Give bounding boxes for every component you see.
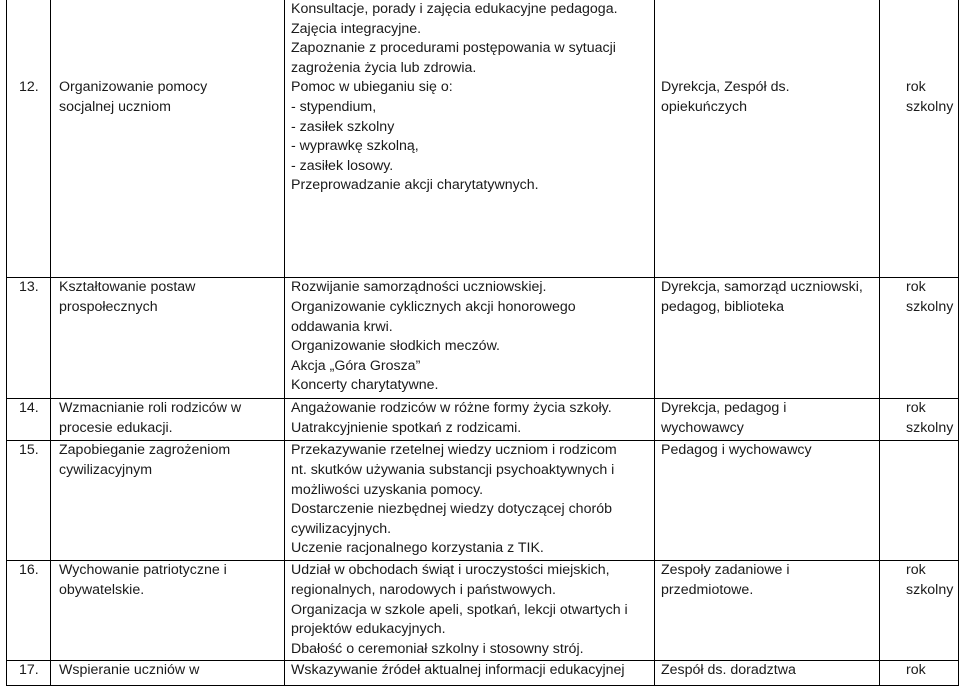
forms-cell-line: - wyprawkę szkolną,	[291, 138, 419, 155]
forms-cell-line: Akcja „Góra Grosza”	[291, 357, 421, 374]
task-cell-line: cywilizacyjnym	[59, 461, 153, 478]
task-cell	[51, 661, 285, 686]
forms-cell-line: cywilizacyjnych.	[291, 520, 392, 537]
responsible-cell-line: Dyrekcja, samorząd uczniowski,	[661, 279, 863, 296]
task-cell-line: Zapobieganie zagrożeniom	[59, 442, 231, 459]
task-cell-line: socjalnej uczniom	[59, 98, 171, 115]
term-cell	[880, 278, 959, 399]
forms-cell-line: Przeprowadzanie akcji charytatywnych.	[291, 177, 539, 194]
term-cell	[880, 561, 959, 661]
responsible-cell-line: Pedagog i wychowawcy	[661, 442, 812, 459]
forms-cell-line: Koncerty charytatywne.	[291, 377, 439, 394]
task-cell	[51, 0, 285, 278]
row-number-text: 15.	[19, 442, 39, 459]
term-cell	[880, 441, 959, 561]
forms-cell-line: Konsultacje, porady i zajęcia edukacyjne pedagoga.	[291, 1, 618, 17]
forms-cell	[285, 399, 655, 441]
row-number	[7, 661, 51, 686]
responsible-cell	[655, 661, 880, 686]
term-cell-line: rok	[906, 79, 926, 96]
task-cell	[51, 399, 285, 441]
responsible-cell	[655, 278, 880, 399]
term-cell-line: rok	[906, 279, 926, 296]
term-cell-line: rok	[906, 400, 926, 417]
forms-cell-line: Uczenie racjonalnego korzystania z TIK.	[291, 540, 544, 557]
row-number	[7, 278, 51, 399]
task-cell-line: Organizowanie pomocy	[59, 79, 208, 96]
task-cell-line: Wychowanie patriotyczne i	[59, 562, 227, 579]
row-number-text: 16.	[19, 562, 39, 579]
table-row	[7, 661, 959, 686]
forms-cell-line: nt. skutków używania substancji psychoaktywnych i	[291, 461, 615, 478]
term-cell-line: rok	[906, 562, 926, 579]
term-cell	[880, 0, 959, 278]
term-cell-line: szkolny	[906, 581, 954, 598]
responsible-cell-line: wychowawcy	[661, 419, 744, 436]
forms-cell-line: Dbałość o ceremoniał szkolny i stosowny strój.	[291, 640, 584, 657]
forms-cell-line: Rozwijanie samorządności uczniowskiej.	[291, 279, 547, 296]
responsible-cell	[655, 399, 880, 441]
forms-cell-line: - zasiłek losowy.	[291, 157, 394, 174]
forms-cell-line: możliwości uzyskania pomocy.	[291, 481, 484, 498]
term-cell	[880, 661, 959, 686]
responsible-cell-line: pedagog, biblioteka	[661, 298, 785, 315]
forms-cell-line: projektów edukacyjnych.	[291, 621, 446, 638]
forms-cell-line: Udział w obchodach świąt i uroczystości miejskich,	[291, 562, 610, 579]
row-number	[7, 441, 51, 561]
forms-cell	[285, 661, 655, 686]
term-cell-line: szkolny	[906, 419, 954, 436]
forms-cell-line: Angażowanie rodziców w różne formy życia szkoły.	[291, 400, 612, 417]
term-cell	[880, 399, 959, 441]
forms-cell-line: Organizacja w szkole apeli, spotkań, lekcji otwartych i	[291, 601, 628, 618]
table-row	[7, 561, 959, 661]
task-cell	[51, 278, 285, 399]
responsible-cell-line: Dyrekcja, Zespół ds.	[661, 79, 790, 96]
program-table	[6, 0, 959, 686]
responsible-cell	[655, 0, 880, 278]
forms-cell-line: zagrożenia życia lub zdrowia.	[291, 59, 477, 76]
forms-cell-line: Przekazywanie rzetelnej wiedzy uczniom i rodzicom	[291, 442, 617, 459]
table-row	[7, 0, 959, 278]
task-cell	[51, 441, 285, 561]
forms-cell-line: Uatrakcyjnienie spotkań z rodzicami.	[291, 419, 522, 436]
forms-cell-line: Wskazywanie źródeł aktualnej informacji edukacyjnej	[291, 662, 625, 679]
task-cell-line: prospołecznych	[59, 298, 158, 315]
forms-cell	[285, 0, 655, 278]
responsible-cell-line: przedmiotowe.	[661, 581, 754, 598]
forms-cell-line: Pomoc w ubieganiu się o:	[291, 79, 453, 96]
table-row	[7, 441, 959, 561]
task-cell	[51, 561, 285, 661]
forms-cell-line: Zajęcia integracyjne.	[291, 20, 422, 37]
row-number-text: 12.	[19, 79, 39, 96]
task-cell-line: procesie edukacji.	[59, 419, 173, 436]
responsible-cell-line: opiekuńczych	[661, 98, 747, 115]
forms-cell-line: Zapoznanie z procedurami postępowania w sytuacji	[291, 40, 616, 57]
term-cell-line: rok	[906, 662, 926, 679]
table-row	[7, 278, 959, 399]
forms-cell-line: regionalnych, narodowych i państwowych.	[291, 581, 556, 598]
forms-cell-line: Organizowanie cyklicznych akcji honorowego	[291, 298, 576, 315]
forms-cell-line: Dostarczenie niezbędnej wiedzy dotyczącej chorób	[291, 501, 612, 518]
responsible-cell-line: Zespół ds. doradztwa	[661, 662, 796, 679]
task-cell-line: Wzmacnianie roli rodziców w	[59, 400, 242, 417]
table-row	[7, 399, 959, 441]
responsible-cell	[655, 561, 880, 661]
responsible-cell	[655, 441, 880, 561]
task-cell-line: obywatelskie.	[59, 581, 145, 598]
forms-cell	[285, 441, 655, 561]
row-number	[7, 561, 51, 661]
row-number-text: 13.	[19, 279, 39, 296]
program-table-body	[7, 0, 959, 686]
term-cell-line: szkolny	[906, 98, 954, 115]
forms-cell	[285, 278, 655, 399]
responsible-cell-line: Zespoły zadaniowe i	[661, 562, 790, 579]
row-number	[7, 399, 51, 441]
row-number-text: 17.	[19, 662, 39, 679]
forms-cell-line: - stypendium,	[291, 98, 377, 115]
forms-cell-line: oddawania krwi.	[291, 318, 393, 335]
forms-cell-line: - zasiłek szkolny	[291, 118, 395, 135]
row-number-text: 14.	[19, 400, 39, 417]
task-cell-line: Kształtowanie postaw	[59, 279, 196, 296]
task-cell-line: Wspieranie uczniów w	[59, 662, 200, 679]
forms-cell-line: Organizowanie słodkich meczów.	[291, 338, 500, 355]
term-cell-line: szkolny	[906, 298, 954, 315]
forms-cell	[285, 561, 655, 661]
responsible-cell-line: Dyrekcja, pedagog i	[661, 400, 787, 417]
row-number	[7, 0, 51, 278]
